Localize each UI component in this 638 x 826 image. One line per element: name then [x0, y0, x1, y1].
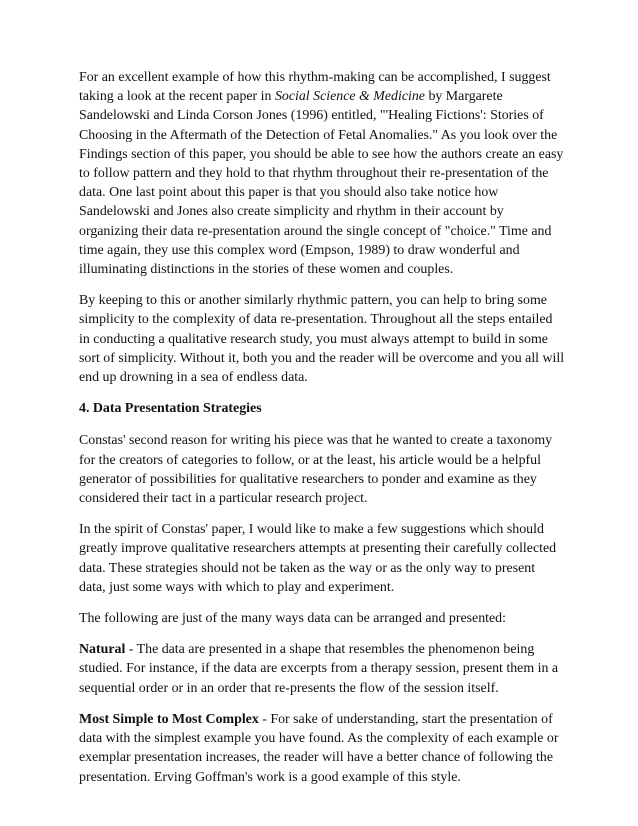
strategy-term: Most Simple to Most Complex — [79, 711, 259, 727]
paragraph-text: by Margarete Sandelowski and Linda Corson Jones (1996) entitled, "'Healing Fictions': Stories of Choosing in the Aftermath of the Detection of Fetal Anomalies." As you look over the Findings section of this paper, you should be able to see how the authors create an easy to follow pattern and they hold to that rhythm throughout their re-presentation of the data. One last point about this paper is that you should also take notice how Sandelowski and Jones also create simplicity and rhythm in their account by organizing their data re-presentation around the single concept of "choice." Time and time again, they use this complex word (Empson, 1989) to draw wonderful and illuminating distinctions in the stories of these women and couples. — [79, 89, 564, 278]
paragraph-text: For an excellent example of how this rhythm-making can be accomplished, I suggest taking a look at the recent paper in — [79, 70, 551, 105]
paragraph-intro-list: The following are just of the many ways data can be arranged and presented: — [79, 611, 506, 627]
section-heading: 4. Data Presentation Strategies — [79, 401, 262, 417]
strategy-description: - For sake of understanding, start the presentation of data with the simplest example you have found. As the complexity of each example or exemplar presentation increases, the reader will have a better chance of following the presentation. Erving Goffman's work is a good example of this style. — [79, 711, 559, 785]
paragraph-rhythm-example — [79, 68, 565, 279]
paragraph-simplicity: By keeping to this or another similarly rhythmic pattern, you can help to bring some simplicity to the complexity of data re-presentation. Throughout all the steps entailed in conducting a qualitative research study, you must always attempt to build in some sort of simplicity. Without it, both you and the reader will be overcome and you all will end up drowning in a sea of endless data. — [79, 293, 565, 386]
strategy-description: - The data are presented in a shape that resembles the phenomenon being studied. For instance, if the data are excerpts from a therapy session, present them in a sequential order or in an order that re-presents the flow of the session itself. — [79, 642, 559, 696]
paragraph-suggestions: In the spirit of Constas' paper, I would like to make a few suggestions which should greatly improve qualitative researchers attempts at presenting their carefully collected data. These strategies should not be taken as the way or as the only way to present data, just some ways with which to play and experiment. — [79, 522, 557, 595]
strategy-term: Natural — [79, 642, 126, 658]
paragraph-constas-reason: Constas' second reason for writing his piece was that he wanted to create a taxonomy for the creators of categories to follow, or at the least, his article would be a helpful generator of possibilities for qualitative researchers to ponder and examine as they considered their tact in a particular research project. — [79, 433, 553, 507]
strategy-natural — [79, 640, 565, 698]
strategy-simple-to-complex — [79, 710, 565, 787]
journal-title: Social Science & Medicine — [274, 89, 425, 105]
document-page — [79, 68, 565, 799]
